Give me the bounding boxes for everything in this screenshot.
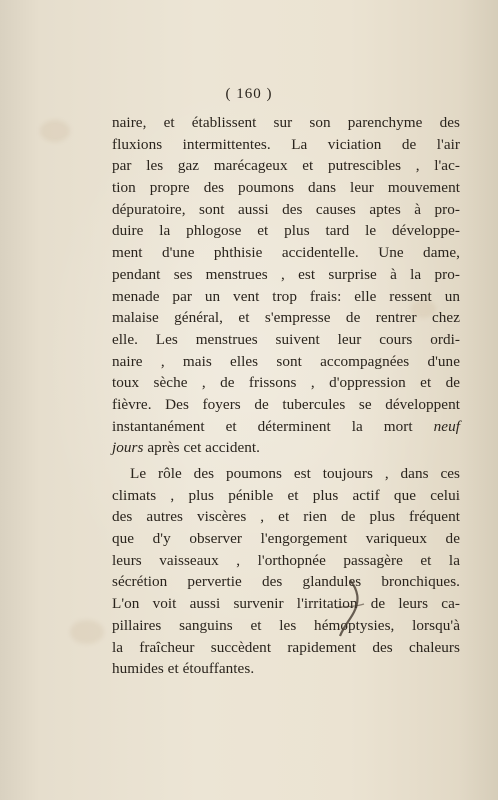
italic-word: jours xyxy=(112,439,144,457)
text-line: toux sèche , de frissons , d'oppression et de xyxy=(112,374,460,392)
text-segment: après cet accident. xyxy=(147,439,261,457)
text-line: tion propre des poumons dans leur mouvement xyxy=(112,179,460,197)
text-line: climats , plus pénible et plus actif que celui xyxy=(112,486,460,504)
paragraph-1 xyxy=(112,112,460,459)
page-number: ( 160 ) xyxy=(225,86,273,102)
page-stain xyxy=(40,120,70,142)
text-line: humides et étouffantes. xyxy=(112,660,255,678)
text-line: naire , mais elles sont accompagnées d'une xyxy=(112,352,460,370)
body-text xyxy=(112,112,460,680)
text-line: des autres viscères , et rien de plus fréquent xyxy=(112,508,460,526)
text-line: L'on voit aussi survenir l'irritation de leurs ca- xyxy=(112,595,460,613)
page-stain xyxy=(70,620,104,644)
text-line: la fraîcheur succèdent rapidement des chaleurs xyxy=(112,638,460,656)
text-line: dépuratoire, sont aussi des causes aptes à pro- xyxy=(112,200,460,218)
text-line-mixed xyxy=(112,416,460,438)
text-line: que d'y observer l'engorgement variqueux de xyxy=(112,530,460,548)
text-line: naire, et établissent sur son parenchyme des xyxy=(112,114,460,131)
paragraph-2 xyxy=(112,463,460,680)
text-line: menade par un vent trop frais: elle ressent un xyxy=(112,287,460,305)
text-line: pendant ses menstrues , est surprise à la pro- xyxy=(112,265,460,283)
text-line: duire la phlogose et plus tard le développe- xyxy=(112,222,460,240)
text-line: fièvre. Des foyers de tubercules se développent xyxy=(112,395,460,413)
text-line: leurs vaisseaux , l'orthopnée passagère et la xyxy=(112,551,460,569)
italic-word: neuf xyxy=(433,417,460,435)
text-line: pillaires sanguins et les hémoptysies, lorsqu'à xyxy=(112,616,460,634)
text-line-mixed xyxy=(112,437,460,459)
text-line: fluxions intermittentes. La viciation de l'air xyxy=(112,135,460,153)
text-line: par les gaz marécageux et putrescibles , l'ac- xyxy=(112,157,460,175)
text-segment: instantanément et déterminent la mort xyxy=(112,417,413,435)
text-line: ment d'une phthisie accidentelle. Une dame, xyxy=(112,244,460,262)
text-line: elle. Les menstrues suivent leur cours ordi- xyxy=(112,330,460,348)
text-line: Le rôle des poumons est toujours , dans ces xyxy=(130,465,460,482)
text-line: sécrétion pervertie des glandules bronchiques. xyxy=(112,573,460,591)
text-line: malaise général, et s'empresse de rentrer chez xyxy=(112,309,460,327)
